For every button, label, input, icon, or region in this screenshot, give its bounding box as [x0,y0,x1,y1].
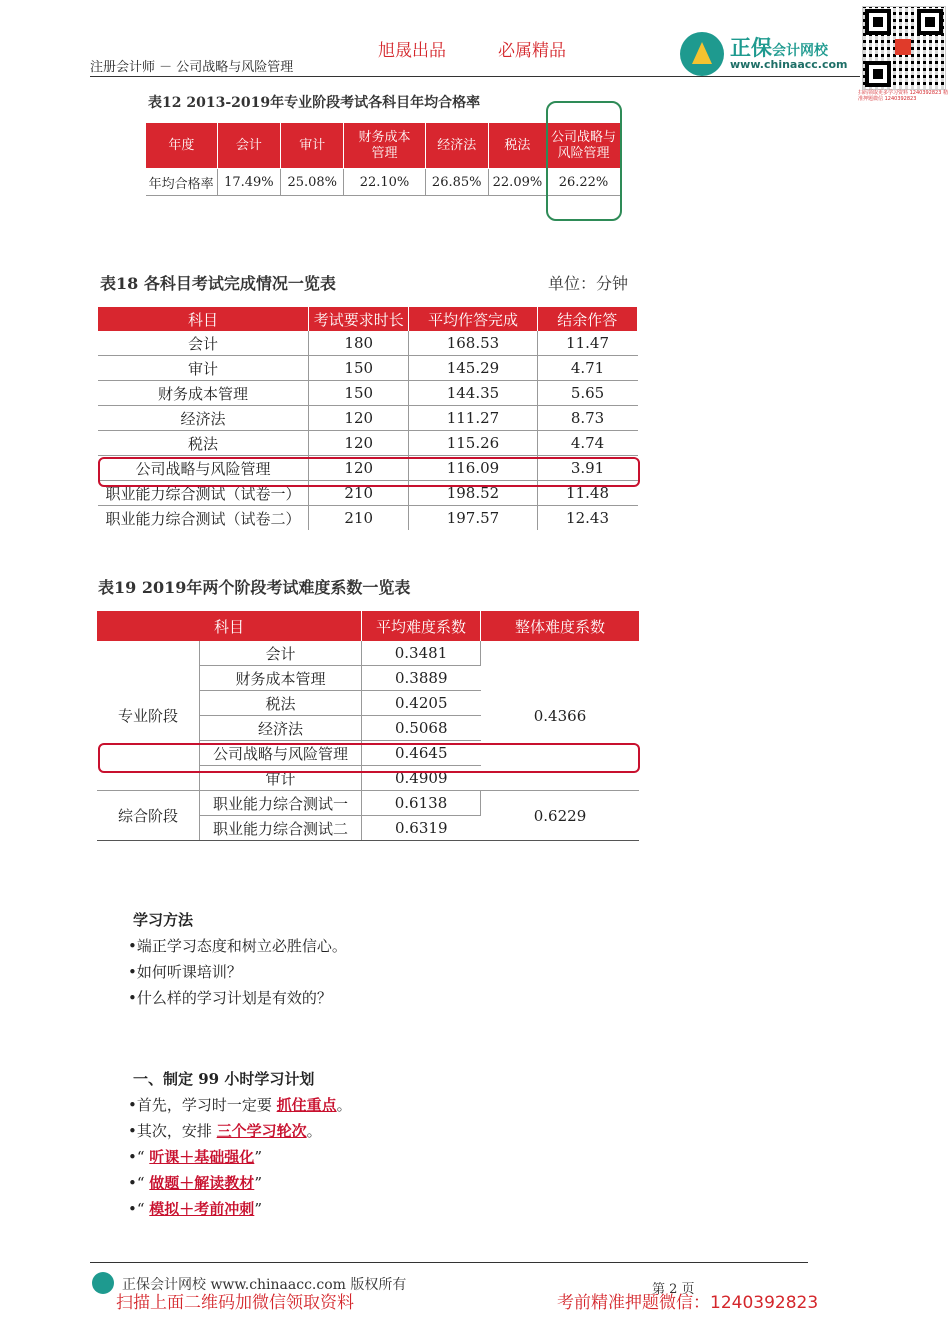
quote-mark: •“ [128,1174,150,1192]
list-item [128,1094,352,1115]
table-cell: 22.10% [344,169,425,196]
logo-icon [680,32,724,76]
header-tag-quality: 必属精品 [498,41,566,61]
table-cell: 公司战略与风险管理 [200,741,362,766]
table-cell: 11.48 [537,481,637,506]
qr-note: 扫码领取更多学习资料 1240392823 精准押题微信 1240392823 [858,90,948,102]
col-header: 年度 [146,123,218,169]
highlight-frame [98,743,640,773]
study-method-title: 学习方法 [133,911,194,929]
table-cell: 115.26 [409,431,537,456]
group-label: 综合阶段 [97,791,200,841]
footer-promo-left: 扫描上面二维码加微信领取资料 [116,1293,354,1313]
col-header: 财务成本管理 [344,123,425,169]
list-item: •什么样的学习计划是有效的？ [128,989,332,1007]
table-cell: 26.85% [425,169,488,196]
key-point-link[interactable]: 抓住重点 [276,1096,337,1114]
logo-name: 正保 [730,36,772,60]
col-header: 经济法 [425,123,488,169]
table-cell: 0.3481 [362,641,481,666]
table-cell: 111.27 [409,406,537,431]
plan-title: 一、制定 99 小时学习计划 [133,1070,315,1088]
table-cell: 会计 [98,331,309,356]
table-row [97,791,639,816]
table-cell: 22.09% [488,169,546,196]
table-cell: 150 [309,381,409,406]
header-tag-produced: 旭晟出品 [378,41,446,61]
list-item-text: 。 [306,1122,322,1140]
table-cell: 210 [309,506,409,531]
table-cell: 0.3889 [362,666,481,691]
table-cell: 0.4205 [362,691,481,716]
chinaacc-logo [680,30,860,76]
highlight-frame [98,457,640,487]
table-cell: 审计 [200,766,362,791]
completion-table [98,307,638,530]
table18-unit: 单位：分钟 [548,274,629,293]
document-header-title: 注册会计师 － 公司战略与风险管理 [90,60,294,75]
round3-link[interactable]: 模拟＋考前冲刺 [149,1200,255,1218]
col-header: 整体难度系数 [481,611,640,641]
col-header: 结余作答 [537,307,637,331]
table-cell: 198.52 [409,481,537,506]
table12-caption: 表12 2013-2019年专业阶段考试各科目年均合格率 [148,95,481,111]
highlight-frame [546,101,622,221]
table-row [98,331,638,356]
col-header: 审计 [281,123,344,169]
table-cell: 0.4909 [362,766,481,791]
col-header: 会计 [217,123,280,169]
round1-link[interactable]: 听课＋基础强化 [149,1148,255,1166]
row-label: 年均合格率 [146,169,218,196]
table-cell: 25.08% [281,169,344,196]
table-cell: 145.29 [409,356,537,381]
table-cell: 116.09 [409,456,537,481]
col-header: 考试要求时长 [309,307,409,331]
logo-url: www.chinaacc.com [730,58,848,71]
logo-name-suffix: 会计网校 [772,43,828,59]
list-item: •如何听课培训？ [128,963,242,981]
table-cell: 0.4645 [362,741,481,766]
quote-mark: •“ [128,1200,150,1218]
list-item-text: 。 [336,1096,352,1114]
table-row [98,356,638,381]
table-cell: 职业能力综合测试二 [200,816,362,841]
list-item [128,1198,262,1219]
col-header: 公司战略与风险管理 [546,123,620,169]
col-header: 科目 [97,611,362,641]
table-cell: 4.74 [537,431,637,456]
quote-mark: ” [254,1200,262,1218]
table-cell: 11.47 [537,331,637,356]
difficulty-table [97,611,639,841]
footer-divider [90,1262,808,1263]
page-number: 第 2 页 [652,1282,695,1297]
table-cell: 150 [309,356,409,381]
table-cell: 公司战略与风险管理 [98,456,309,481]
table-cell: 职业能力综合测试（试卷一） [98,481,309,506]
list-item-text: •首先，学习时一定要 [128,1096,277,1114]
col-header: 科目 [98,307,309,331]
table-cell: 0.5068 [362,716,481,741]
table-cell: 3.91 [537,456,637,481]
round2-link[interactable]: 做题＋解读教材 [149,1174,255,1192]
group-label: 专业阶段 [97,641,200,791]
footer-logo-icon [92,1272,114,1294]
table-cell: 财务成本管理 [200,666,362,691]
table-row [98,431,638,456]
table-cell: 经济法 [98,406,309,431]
table-cell: 180 [309,331,409,356]
col-header: 平均作答完成 [409,307,537,331]
table-cell: 120 [309,406,409,431]
col-header: 平均难度系数 [362,611,481,641]
list-item [128,1120,322,1141]
table-cell: 17.49% [217,169,280,196]
table-cell: 8.73 [537,406,637,431]
table-cell: 26.22% [546,169,620,196]
group-overall: 0.6229 [481,791,640,841]
footer-copyright: 正保会计网校 www.chinaacc.com 版权所有 [122,1277,407,1293]
table-cell: 税法 [200,691,362,716]
table-cell: 税法 [98,431,309,456]
table-cell: 职业能力综合测试（试卷二） [98,506,309,531]
list-item: •端正学习态度和树立必胜信心。 [128,937,347,955]
table-cell: 168.53 [409,331,537,356]
list-item [128,1172,262,1193]
table-cell: 财务成本管理 [98,381,309,406]
quote-mark: ” [254,1174,262,1192]
table-cell: 144.35 [409,381,537,406]
table-cell: 120 [309,456,409,481]
header-divider [90,76,860,77]
group-overall: 0.4366 [481,641,640,791]
table-cell: 5.65 [537,381,637,406]
table19-caption: 表19 2019年两个阶段考试难度系数一览表 [98,578,411,597]
table-row [98,506,638,531]
quote-mark: •“ [128,1148,150,1166]
table-row [97,641,639,666]
qr-code-icon [862,6,946,90]
footer-promo-right: 考前精准押题微信：1240392823 [557,1293,819,1313]
table-cell: 0.6138 [362,791,481,816]
study-rounds-link[interactable]: 三个学习轮次 [216,1122,307,1140]
table-cell: 审计 [98,356,309,381]
table-cell: 12.43 [566,509,609,527]
list-item-text: •其次，安排 [128,1122,217,1140]
table-cell: 经济法 [200,716,362,741]
table-cell: 120 [309,431,409,456]
table-row [98,381,638,406]
table-cell: 0.6319 [362,816,481,841]
table-cell: 4.71 [537,356,637,381]
quote-mark: ” [254,1148,262,1166]
table-cell: 会计 [200,641,362,666]
col-header: 税法 [488,123,546,169]
table-cell: 197.57 [409,506,537,531]
table-cell: 210 [309,481,409,506]
table18-caption: 表18 各科目考试完成情况一览表 [100,274,336,293]
list-item [128,1146,262,1167]
table-row [98,406,638,431]
table-cell: 职业能力综合测试一 [200,791,362,816]
